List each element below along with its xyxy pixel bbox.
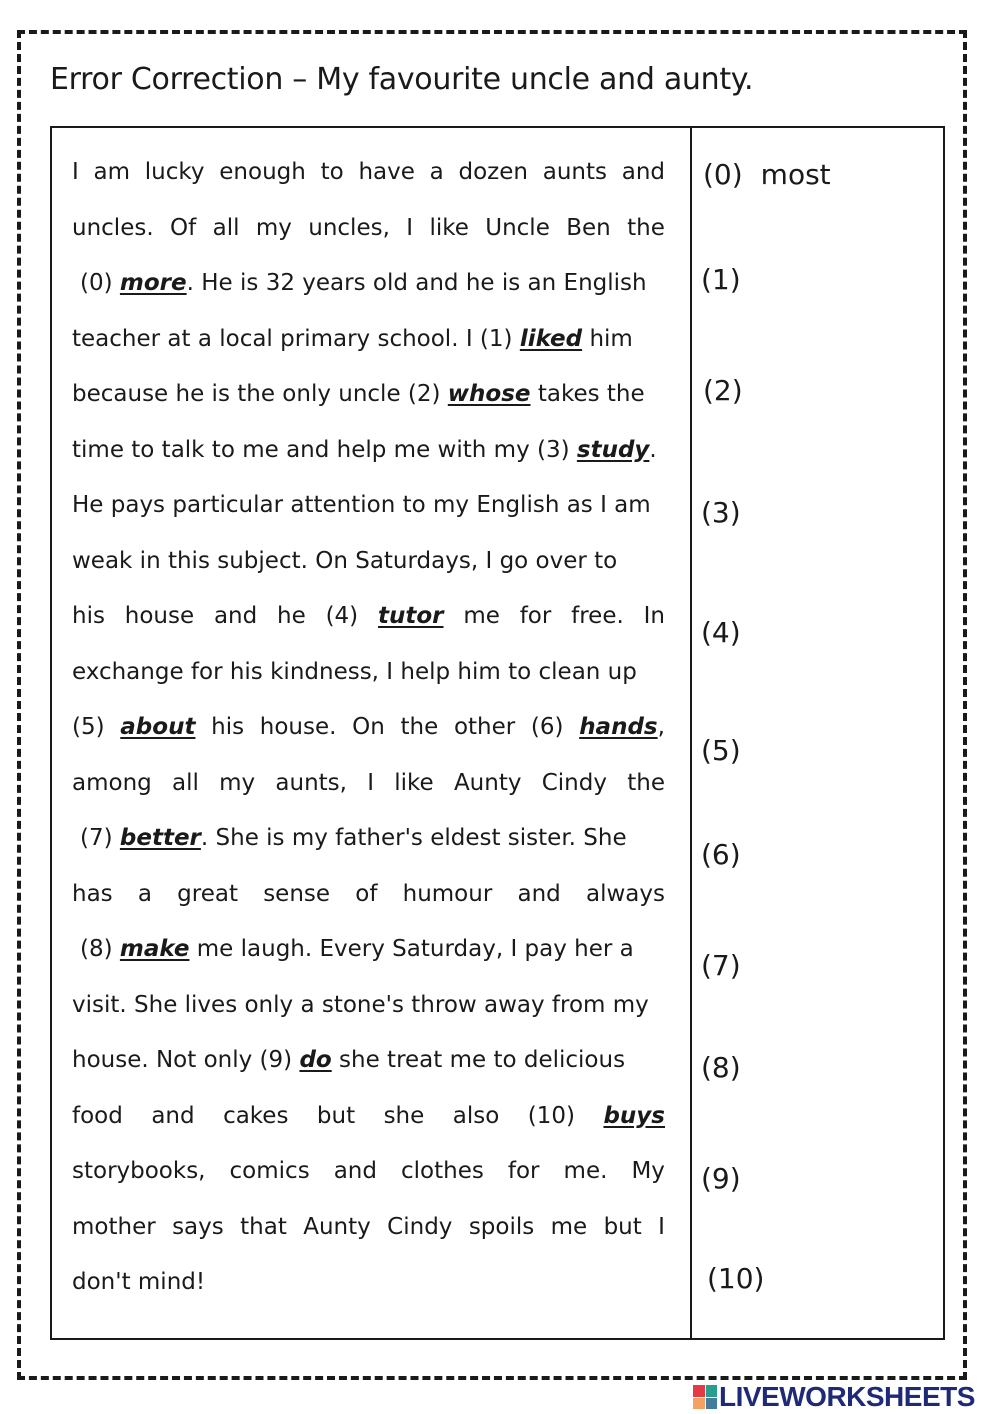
passage-line-17: house. Not only (9) do she treat me to delicious [72,1047,626,1073]
answer-label: (2) [703,374,743,407]
answer-label: (10) [707,1262,765,1295]
answer-slot-8[interactable] [701,1051,759,1084]
error-word-7: better [119,825,201,851]
answer-slot-2[interactable] [703,374,761,407]
answer-value: most [760,158,831,191]
error-word-9: do [299,1047,332,1073]
answer-label: (7) [701,949,741,982]
passage-line-18: food and cakes but she also (10) buys [72,1089,665,1145]
liveworksheets-brand [693,1382,975,1412]
answer-slot-6[interactable] [701,838,759,871]
answer-slot-1[interactable] [701,263,759,296]
brand-name: LIVEWORKSHEETS [719,1381,975,1412]
answer-label: (5) [701,734,741,767]
logo-tile [706,1385,718,1397]
passage-line-6: time to talk to me and help me with my (3) study. [72,436,657,463]
passage-line-15: (8) make me laugh. Every Saturday, I pay her a [80,936,634,962]
liveworksheets-logo-icon [693,1385,717,1409]
error-word-10: buys [603,1102,665,1129]
passage-line-10: exchange for his kindness, I help him to clean up [72,658,637,685]
answer-label: (0) [703,158,743,191]
passage-line-21: don't mind! [72,1269,206,1295]
passage-line-9: his house and he (4) tutor me for free. In [72,589,665,645]
passage-line-13: (7) better. She is my father's eldest sister. She [80,825,627,851]
answer-slot-0[interactable] [703,158,831,191]
passage-line-2: uncles. Of all my uncles, I like Uncle Ben the [72,214,665,241]
passage-line-20: mother says that Aunty Cindy spoils me but I [72,1213,665,1240]
answer-label: (1) [701,263,741,296]
passage-text [72,145,665,1311]
answer-slot-4[interactable] [701,616,759,649]
answer-slot-7[interactable] [701,949,759,982]
error-word-6: hands [579,714,658,740]
error-word-4: tutor [377,603,444,629]
error-word-1: liked [519,325,583,352]
passage-line-5: because he is the only uncle (2) whose takes the [72,381,645,407]
answer-slot-5[interactable] [701,734,759,767]
answer-slot-10[interactable] [707,1262,782,1295]
passage-line-8: weak in this subject. On Saturdays, I go over to [72,547,618,574]
passage-line-11: (5) about his house. On the other (6) hands, [72,700,665,756]
passage-line-19: storybooks, comics and clothes for me. My [72,1158,665,1184]
answer-label: (9) [701,1162,741,1195]
error-word-3: study [576,436,650,463]
passage-line-14: has a great sense of humour and always [72,880,665,907]
error-word-0: more [119,270,187,296]
error-word-5: about [120,714,196,740]
passage-line-4: teacher at a local primary school. I (1) liked him [72,325,633,352]
passage-line-12: among all my aunts, I like Aunty Cindy the [72,769,665,796]
logo-tile [693,1398,705,1410]
error-word-2: whose [447,381,531,407]
answer-slot-9[interactable] [701,1162,759,1195]
answer-label: (6) [701,838,741,871]
logo-tile [706,1398,718,1410]
passage-line-1: I am lucky enough to have a dozen aunts and [72,159,665,185]
passage-line-3: (0) more. He is 32 years old and he is an English [80,270,647,296]
answer-slot-3[interactable] [701,496,759,529]
answer-label: (8) [701,1051,741,1084]
answer-label: (4) [701,616,741,649]
worksheet-title: Error Correction – My favourite uncle and aunty. [50,62,754,97]
passage-line-7: He pays particular attention to my English as I am [72,492,651,518]
answer-label: (3) [701,496,741,529]
passage-line-16: visit. She lives only a stone's throw away from my [72,991,649,1018]
logo-tile [693,1385,705,1397]
error-word-8: make [119,936,190,962]
column-divider [690,126,692,1340]
